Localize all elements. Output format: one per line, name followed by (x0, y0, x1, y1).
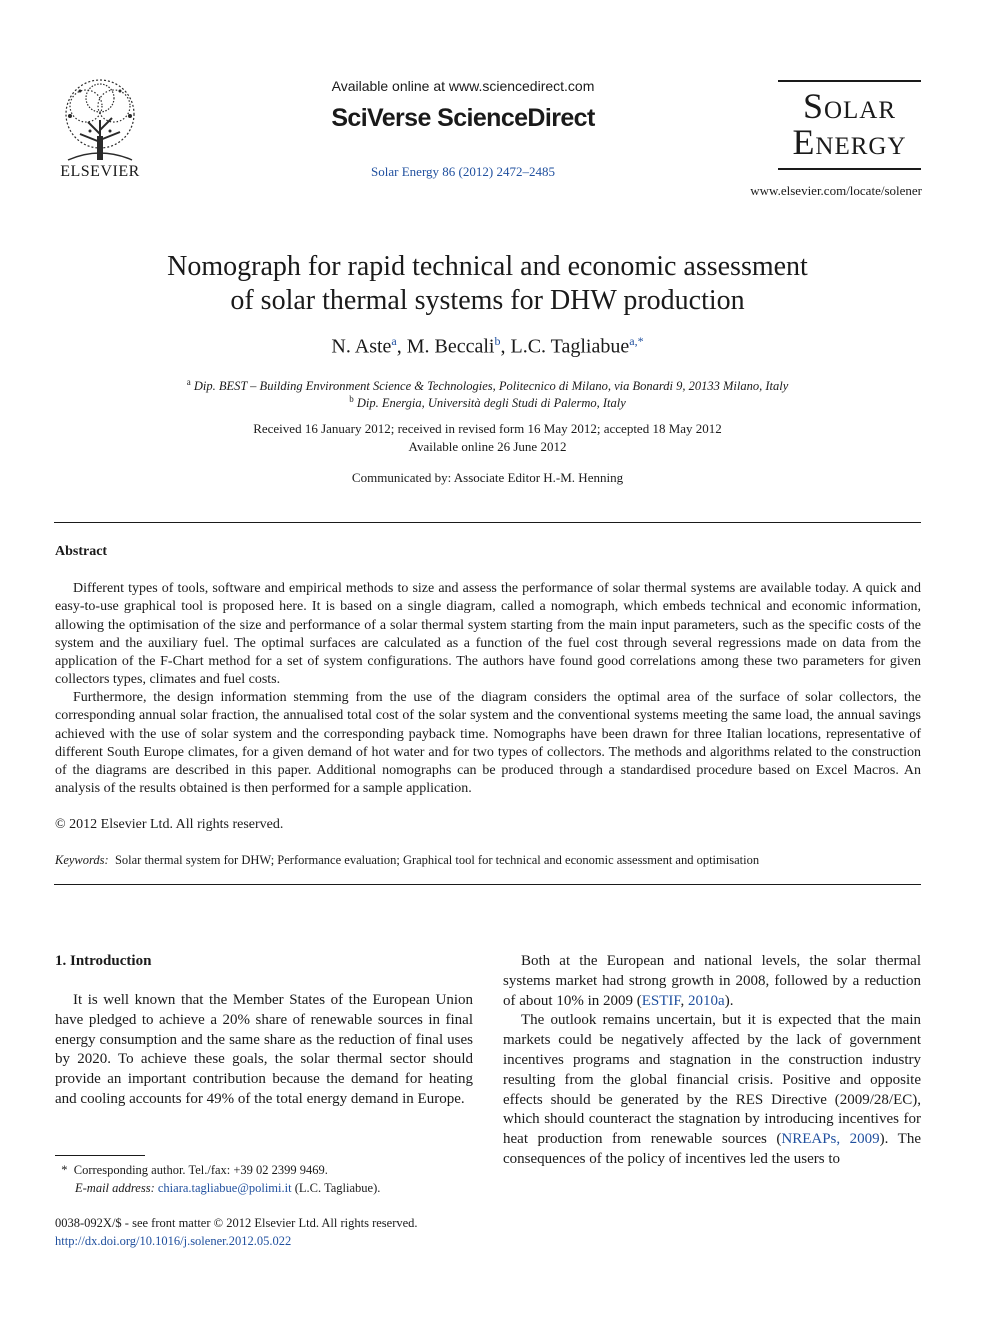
abstract-copyright: © 2012 Elsevier Ltd. All rights reserved. (55, 817, 284, 832)
title-line-1: Nomograph for rapid technical and economic assessment (167, 251, 808, 282)
body-text: The outlook remains uncertain, but it is expected that the main markets could be negatively affected by the lack of government incentives programs and stagnation in the construction industry resulting from the global financial crisis. Positive and opposite effects should be generated by the RES Directive (2009/28/EC), which should counteract the stagnation by introducing incentives for heat production from renewable sources ( (503, 1012, 921, 1148)
keywords-label: Keywords: (55, 853, 109, 867)
corresponding-text: Corresponding author. Tel./fax: +39 02 2399 9469. (73, 1163, 328, 1177)
body-paragraph: It is well known that the Member States of the European Union have pledged to achieve a 20% share of renewable sources in final energy consumption and the same share as the reduction of final uses by 2020. To achieve these goals, the solar thermal sector should provide an important contribution because the demand for heating and cooling accounts for 49% of the total energy demand in Europe. (55, 992, 473, 1107)
journal-logo (778, 80, 921, 170)
reference-link[interactable]: ESTIF (641, 992, 681, 1009)
publisher-name: ELSEVIER (60, 163, 140, 180)
abstract-paragraph: Different types of tools, software and empirical methods to size and assess the performance of solar thermal systems are available today. A quick and easy-to-use graphical tool is proposed here. It is based on a single diagram, called a nomograph, which embeds technical and economic information, allowing the optimisation of the size and performance of a solar thermal system starting from the main input parameters, such as the specific costs of the system and the auxiliary fuel. The optimal surfaces are calculated as a function of the fuel cost through several regressions made on data from the application of the F-Chart method for a set of system configurations. The authors have found good correlations among these two parameters for given collectors types, climates and fuel costs. (55, 581, 921, 688)
author-affil-marker[interactable]: b (494, 334, 501, 348)
divider (54, 522, 921, 523)
author-separator: , (396, 335, 407, 358)
front-matter (55, 1214, 418, 1250)
divider (54, 884, 921, 885)
author-separator: , (500, 335, 511, 358)
body-paragraph (503, 1011, 921, 1169)
article-title (60, 250, 915, 318)
author-name: N. Aste (331, 335, 392, 358)
body-paragraph (503, 952, 921, 1011)
affiliation-text: Dip. BEST – Building Environment Science & Technologies, Politecnico di Milano, via Bonardi 9, 20133 Milano, Italy (193, 379, 789, 394)
body-text: , (680, 992, 689, 1009)
body-column-left (55, 991, 473, 1110)
corresponding-author-note (55, 1161, 485, 1179)
reference-link[interactable]: NREAPs, 2009 (781, 1131, 880, 1148)
body-column-right (503, 952, 921, 1170)
body-text: Both at the European and national levels, the solar thermal systems market had strong growth in 2008, followed by a reduction of about 10% in 2009 ( (503, 953, 921, 1009)
keywords-text: Solar thermal system for DHW; Performance evaluation; Graphical tool for technical and economic assessment and optimisation (114, 853, 760, 867)
affiliation-marker: a (186, 377, 191, 387)
affiliation-marker: b (349, 394, 354, 404)
journal-citation-link[interactable]: Solar Energy 86 (2012) 2472–2485 (371, 164, 555, 179)
author-affil-marker[interactable]: a (391, 334, 397, 348)
footnote-rule (55, 1155, 145, 1156)
email-owner: (L.C. Tagliabue). (294, 1181, 381, 1195)
author-name: L.C. Tagliabue (510, 335, 630, 358)
communicated-by: Communicated by: Associate Editor H.-M. Henning (351, 470, 624, 485)
footnote (55, 1161, 485, 1197)
title-line-2: of solar thermal systems for DHW production (230, 285, 745, 316)
doi-link[interactable]: http://dx.doi.org/10.1016/j.solener.2012.05.022 (55, 1234, 292, 1248)
issn-line: 0038-092X/$ - see front matter © 2012 Elsevier Ltd. All rights reserved. (55, 1216, 418, 1230)
platform-name: SciVerse ScienceDirect (331, 104, 595, 132)
author-name: M. Beccali (406, 335, 495, 358)
email-note (55, 1179, 485, 1197)
body-text: ). The consequences of the policy of incentives led the users to (503, 1131, 921, 1167)
email-label: E-mail address: (75, 1181, 155, 1195)
abstract-paragraph: Furthermore, the design information stemming from the use of the diagram considers the optimal area of the surface of solar collectors, the corresponding annual solar fraction, the annualised total cost of the solar system and the conventional systems meeting the same load, the annual savings achieved with the use of solar system and the corresponding payback time. Nomographs have been drawn for three Italian locations, representative of different South Europe climates, for a given demand of hot water and for two types of collectors. The methods and algorithms related to the construction of the diagrams are described in this paper. Additional nomographs can be produced through a standardised procedure based on Excel Macros. An analysis of the results obtained is then performed for a sample application. (55, 690, 921, 797)
journal-logo-line2: Energy (792, 122, 907, 162)
affiliation (60, 394, 915, 411)
footnote-marker: * (61, 1163, 68, 1177)
author-list (60, 334, 915, 359)
journal-logo-line1: Solar (802, 86, 897, 126)
reference-link[interactable]: 2010a (688, 992, 725, 1009)
received-dates: Received 16 January 2012; received in revised form 16 May 2012; accepted 18 May 2012 (253, 421, 722, 436)
article-history (60, 420, 915, 456)
body-text: ). (724, 992, 734, 1009)
journal-url[interactable]: www.elsevier.com/locate/solener (750, 183, 922, 198)
author-affil-marker[interactable]: a,* (629, 334, 644, 348)
available-online-note: Available online at www.sciencedirect.com (331, 78, 595, 94)
affiliation (60, 377, 915, 394)
affiliation-text: Dip. Energia, Università degli Studi di Palermo, Italy (356, 396, 626, 411)
keywords (55, 853, 759, 868)
abstract-heading: Abstract (55, 544, 108, 559)
email-link[interactable]: chiara.tagliabue@polimi.it (157, 1181, 292, 1195)
available-date: Available online 26 June 2012 (408, 439, 567, 454)
section-heading: 1. Introduction (55, 953, 152, 969)
